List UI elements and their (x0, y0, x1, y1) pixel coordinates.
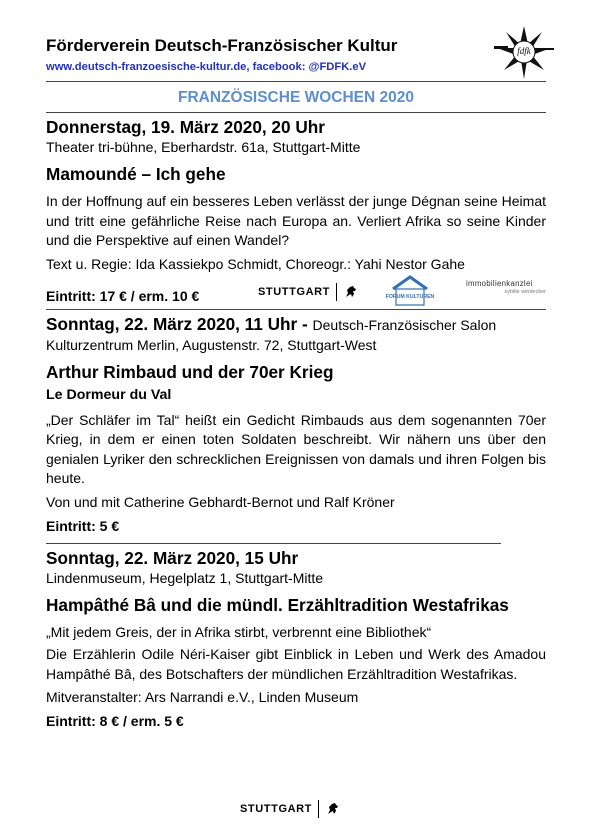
event-date-main: Sonntag, 22. März 2020, 11 Uhr - (46, 313, 308, 334)
event-quote: „Mit jedem Greis, der in Afrika stirbt, verbrennt eine Bibliothek“ (46, 623, 432, 640)
event-2 (46, 314, 546, 535)
event-3 (46, 548, 546, 731)
event-title: Mamoundé – Ich gehe (46, 164, 226, 184)
forum-label: FORUM KULTUREN (385, 293, 435, 300)
event-credits: Von und mit Catherine Gebhardt-Bernot und Ralf Kröner (46, 493, 395, 510)
footer-stuttgart-logo (240, 800, 341, 818)
event-title: Hampâthé Bâ und die mündl. Erzähltradition Westafrikas (46, 594, 509, 615)
immo-subline: sybille windecker (504, 288, 546, 295)
logo-divider (318, 800, 319, 818)
divider (46, 543, 501, 544)
divider (46, 309, 546, 310)
forum-kulturen-logo-icon (385, 273, 435, 307)
immobilienkanzlei-logo (466, 279, 546, 295)
event-date-extra: Deutsch-Französischer Salon (312, 316, 497, 333)
event-date: Sonntag, 22. März 2020, 15 Uhr (46, 547, 299, 568)
event-1 (46, 117, 546, 307)
event-date (46, 314, 546, 336)
org-name: Förderverein Deutsch-Französischer Kultur (46, 36, 398, 55)
flyer-page (46, 36, 546, 730)
fee-and-sponsors (46, 279, 546, 307)
stuttgart-logo (258, 281, 359, 303)
horse-icon (325, 801, 341, 817)
stuttgart-wordmark: STUTTGART (258, 285, 331, 298)
stuttgart-wordmark: STUTTGART (240, 803, 313, 815)
event-venue: Theater tri-bühne, Eberhardstr. 61a, Stuttgart-Mitte (46, 139, 361, 155)
event-description: In der Hoffnung auf ein besseres Leben verlässt der junge Dégnan seine Heimat und tritt eine gefährliche Reise nach Europa an. Verliert Afrika so seine Kinder und die Perspektive auf einen Wandel? (46, 193, 546, 248)
svg-text:fdfk: fdfk (517, 46, 531, 56)
horse-icon (343, 284, 359, 300)
event-fee: Eintritt: 17 € / erm. 10 € (46, 287, 200, 304)
org-web-line: www.deutsch-franzoesische-kultur.de, facebook: @FDFK.eV (46, 61, 367, 73)
event-venue: Lindenmuseum, Hegelplatz 1, Stuttgart-Mitte (46, 569, 324, 586)
fdfk-star-logo-icon (492, 26, 556, 82)
event-date: Donnerstag, 19. März 2020, 20 Uhr (46, 117, 325, 137)
event-description: „Der Schläfer im Tal“ heißt ein Gedicht Rimbauds aus dem sogenannten 70er Krieg, in dem er einen toten Soldaten beschreibt. Wir nähern uns über den genialen Lyriker den schrecklichen Ereignissen von damals und ihren Folgen bis heute. (46, 411, 546, 486)
event-subtitle: Le Dormeur du Val (46, 386, 172, 403)
divider (46, 112, 546, 113)
immo-wordmark: immobilienkanzlei (466, 278, 533, 288)
event-description: Die Erzählerin Odile Néri-Kaiser gibt Einblick in Leben und Werk des Amadou Hampâthé Bâ, des Botschafters der mündlichen Erzähltradition Westafrikas. (46, 646, 546, 682)
event-fee: Eintritt: 8 € / erm. 5 € (46, 713, 184, 729)
event-title: Arthur Rimbaud und der 70er Krieg (46, 361, 334, 382)
event-fee: Eintritt: 5 € (46, 517, 120, 534)
festival-title: FRANZÖSISCHE WOCHEN 2020 (178, 89, 414, 106)
event-credits: Mitveranstalter: Ars Narrandi e.V., Linden Museum (46, 689, 359, 705)
event-venue: Kulturzentrum Merlin, Augustenstr. 72, Stuttgart-West (46, 336, 377, 353)
logo-divider (336, 283, 337, 301)
event-credits: Text u. Regie: Ida Kassiekpo Schmidt, Choreogr.: Yahi Nestor Gahe (46, 255, 465, 272)
divider (46, 81, 546, 82)
